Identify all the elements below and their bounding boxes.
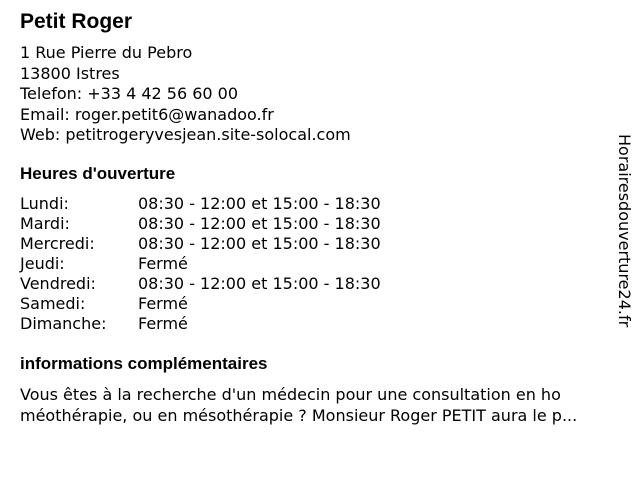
hours-row-saturday (20, 294, 381, 314)
hours-time: Fermé (138, 314, 188, 333)
business-name: Petit Roger (20, 10, 133, 33)
address-line-2: 13800 Istres (20, 63, 120, 83)
hours-row-sunday (20, 314, 381, 334)
hours-time: 08:30 - 12:00 et 15:00 - 18:30 (138, 194, 381, 213)
additional-info-heading: informations complémentaires (20, 354, 268, 373)
info-line-2: méothérapie, ou en mésothérapie ? Monsieur Roger PETIT aura le p... (20, 406, 578, 425)
hours-day: Jeudi: (20, 254, 65, 273)
hours-day: Samedi: (20, 294, 86, 313)
info-line-1: Vous êtes à la recherche d'un médecin pour une consultation en ho (20, 385, 561, 404)
address-line-1: 1 Rue Pierre du Pebro (20, 43, 193, 62)
opening-hours-heading: Heures d'ouverture (20, 164, 176, 183)
phone-line: Telefon: +33 4 42 56 60 00 (20, 84, 239, 103)
hours-time: 08:30 - 12:00 et 15:00 - 18:30 (138, 234, 381, 253)
contact-block (20, 43, 351, 146)
opening-hours-table (20, 194, 381, 334)
hours-day: Dimanche: (20, 314, 107, 333)
website-line: Web: petitrogeryvesjean.site-solocal.com (20, 125, 351, 144)
additional-info-text (20, 384, 630, 426)
hours-row-friday (20, 274, 381, 294)
hours-time: Fermé (138, 254, 188, 273)
hours-row-wednesday (20, 234, 381, 254)
hours-time: 08:30 - 12:00 et 15:00 - 18:30 (138, 214, 381, 233)
hours-day: Vendredi: (20, 274, 96, 293)
email-line: Email: roger.petit6@wanadoo.fr (20, 104, 274, 124)
hours-day: Lundi: (20, 194, 69, 213)
hours-row-monday (20, 194, 381, 214)
hours-day: Mardi: (20, 214, 70, 233)
hours-day: Mercredi: (20, 234, 95, 253)
hours-time: Fermé (138, 294, 188, 313)
hours-time: 08:30 - 12:00 et 15:00 - 18:30 (138, 274, 381, 293)
side-site-name: Horairesdouverture24.fr (615, 134, 634, 328)
hours-row-thursday (20, 254, 381, 274)
hours-row-tuesday (20, 214, 381, 234)
